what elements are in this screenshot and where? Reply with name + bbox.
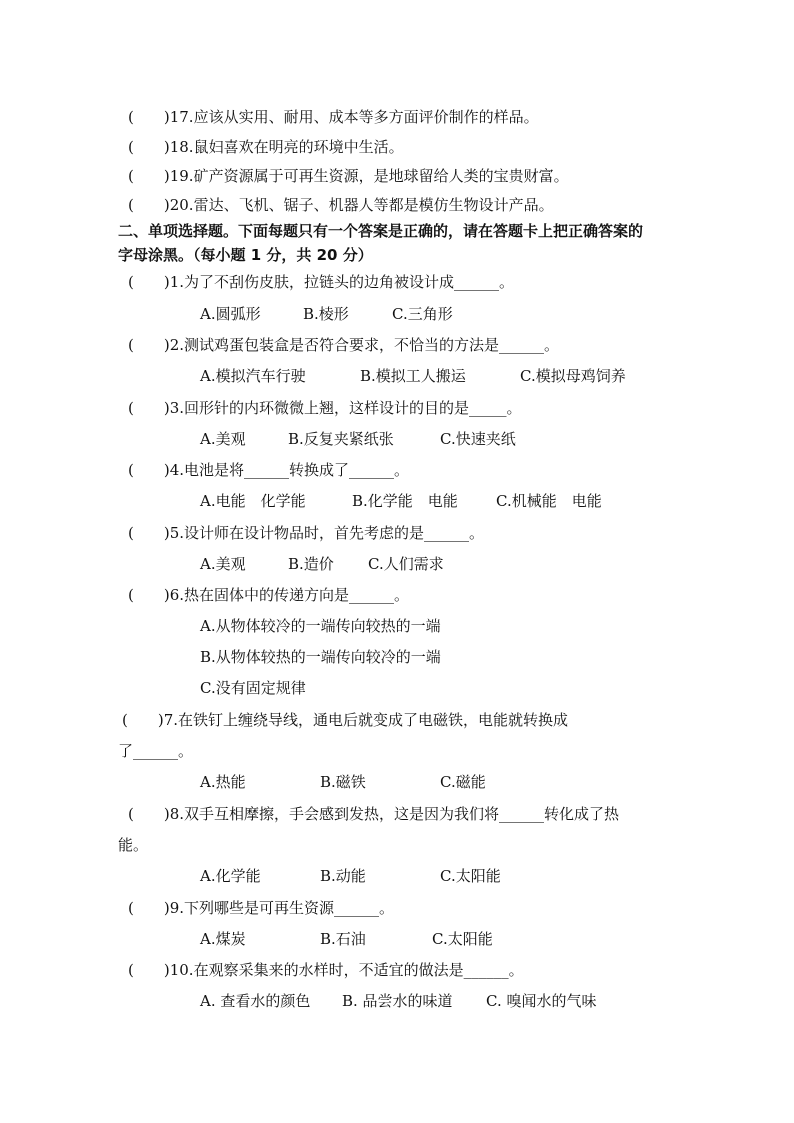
option-a[interactable]: A.从物体较冷的一端传向较热的一端 xyxy=(200,617,441,635)
option-c[interactable]: C. 嗅闻水的气味 xyxy=(486,992,597,1010)
option-b[interactable]: B.石油 xyxy=(320,930,366,948)
question-text: 5.设计师在设计物品时，首先考虑的是______。 xyxy=(169,524,485,542)
judgement-text: 20.雷达、飞机、锯子、机器人等都是模仿生物设计产品。 xyxy=(169,196,554,214)
judgement-item-20 xyxy=(128,195,554,215)
answer-paren[interactable]: ( ) xyxy=(128,399,170,417)
answer-paren[interactable]: ( ) xyxy=(128,108,170,126)
answer-paren[interactable]: ( ) xyxy=(128,961,170,979)
question-7 xyxy=(122,710,568,730)
option-c[interactable]: C.磁能 xyxy=(440,773,486,791)
option-a[interactable]: A.美观 xyxy=(200,555,246,573)
answer-paren[interactable]: ( ) xyxy=(128,586,170,604)
option-c[interactable]: C.快速夹纸 xyxy=(440,430,516,448)
judgement-item-18 xyxy=(128,137,404,157)
option-c[interactable]: C.太阳能 xyxy=(432,930,493,948)
question-2 xyxy=(128,335,559,355)
question-text: 2.测试鸡蛋包装盒是否符合要求，不恰当的方法是______。 xyxy=(169,336,560,354)
option-a[interactable]: A.煤炭 xyxy=(200,930,246,948)
option-b[interactable]: B.从物体较热的一端传向较冷的一端 xyxy=(200,648,441,666)
question-text: 10.在观察采集来的水样时，不适宜的做法是______。 xyxy=(169,961,524,979)
answer-paren[interactable]: ( ) xyxy=(128,138,170,156)
option-a[interactable]: A.电能 化学能 xyxy=(200,492,306,510)
option-a[interactable]: A.化学能 xyxy=(200,867,261,885)
answer-paren[interactable]: ( ) xyxy=(128,899,170,917)
question-3 xyxy=(128,398,522,418)
answer-paren[interactable]: ( ) xyxy=(128,167,170,185)
option-b[interactable]: B.棱形 xyxy=(303,305,349,323)
question-10 xyxy=(128,960,524,980)
option-b[interactable]: B.反复夹紧纸张 xyxy=(288,430,394,448)
option-c[interactable]: C.人们需求 xyxy=(368,555,444,573)
option-b[interactable]: B. 品尝水的味道 xyxy=(342,992,453,1010)
judgement-item-19 xyxy=(128,166,569,186)
option-a[interactable]: A. 查看水的颜色 xyxy=(200,992,311,1010)
option-b[interactable]: B.模拟工人搬运 xyxy=(360,367,466,385)
option-a[interactable]: A.圆弧形 xyxy=(200,305,261,323)
option-c[interactable]: C.太阳能 xyxy=(440,867,501,885)
option-c[interactable]: C.没有固定规律 xyxy=(200,679,306,697)
judgement-text: 17.应该从实用、耐用、成本等多方面评价制作的样品。 xyxy=(169,108,539,126)
option-c[interactable]: C.模拟母鸡饲养 xyxy=(520,367,626,385)
section2-heading-line1: 二、单项选择题。下面每题只有一个答案是正确的，请在答题卡上把正确答案的 xyxy=(118,222,644,240)
question-1 xyxy=(128,272,514,292)
answer-paren[interactable]: ( ) xyxy=(122,711,164,729)
question-5 xyxy=(128,523,484,543)
judgement-text: 19.矿产资源属于可再生资源，是地球留给人类的宝贵财富。 xyxy=(169,167,569,185)
section2-heading-line2: 字母涂黑。（每小题 1 分，共 20 分） xyxy=(118,246,373,264)
answer-paren[interactable]: ( ) xyxy=(128,524,170,542)
option-a[interactable]: A.美观 xyxy=(200,430,246,448)
judgement-text: 18.鼠妇喜欢在明亮的环境中生活。 xyxy=(169,138,404,156)
answer-paren[interactable]: ( ) xyxy=(128,196,170,214)
option-a[interactable]: A.模拟汽车行驶 xyxy=(200,367,306,385)
answer-paren[interactable]: ( ) xyxy=(128,461,170,479)
option-b[interactable]: B.磁铁 xyxy=(320,773,366,791)
answer-paren[interactable]: ( ) xyxy=(128,805,170,823)
answer-paren[interactable]: ( ) xyxy=(128,336,170,354)
option-c[interactable]: C.三角形 xyxy=(392,305,453,323)
question-4 xyxy=(128,460,409,480)
judgement-item-17 xyxy=(128,107,539,127)
question-text: 1.为了不刮伤皮肤，拉链头的边角被设计成______。 xyxy=(169,273,515,291)
option-a[interactable]: A.热能 xyxy=(200,773,246,791)
option-b[interactable]: B.造价 xyxy=(288,555,334,573)
question-text: 9.下列哪些是可再生资源______。 xyxy=(169,899,395,917)
question-9 xyxy=(128,898,394,918)
answer-paren[interactable]: ( ) xyxy=(128,273,170,291)
option-b[interactable]: B.化学能 电能 xyxy=(352,492,458,510)
option-c[interactable]: C.机械能 电能 xyxy=(496,492,602,510)
question-text: 7.在铁钉上缠绕导线，通电后就变成了电磁铁，电能就转换成 xyxy=(163,711,569,729)
question-7-continued: 了______。 xyxy=(118,742,194,760)
question-text: 8.双手互相摩擦，手会感到发热，这是因为我们将______转化成了热 xyxy=(169,805,620,823)
question-8-continued: 能。 xyxy=(118,836,149,854)
option-b[interactable]: B.动能 xyxy=(320,867,366,885)
question-6 xyxy=(128,585,409,605)
question-text: 4.电池是将______转换成了______。 xyxy=(169,461,410,479)
question-text: 3.回形针的内环微微上翘，这样设计的目的是_____。 xyxy=(169,399,522,417)
question-text: 6.热在固体中的传递方向是______。 xyxy=(169,586,410,604)
question-8 xyxy=(128,804,619,824)
